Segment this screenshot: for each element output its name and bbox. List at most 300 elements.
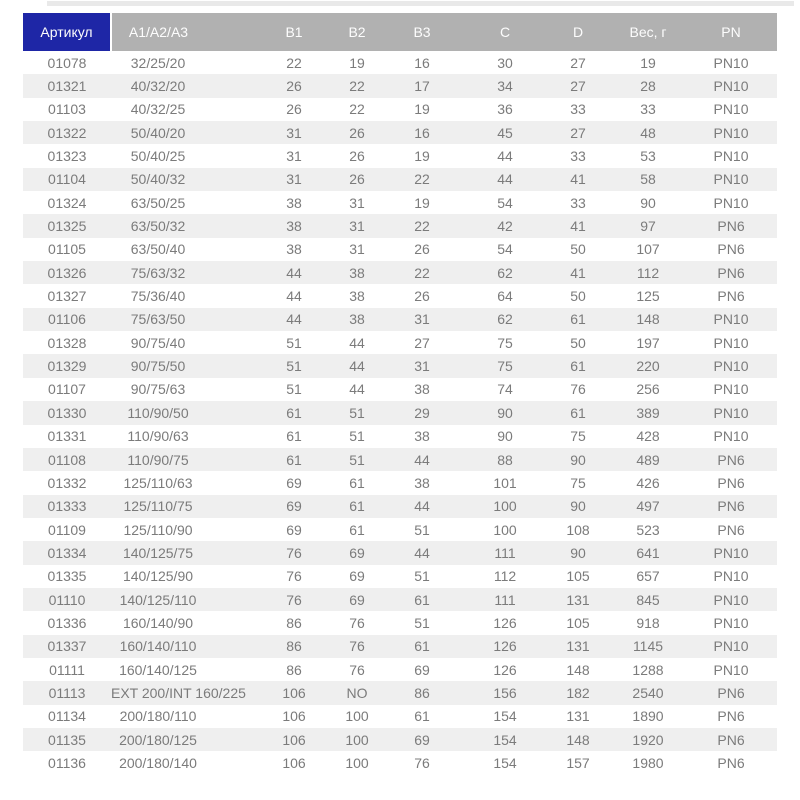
table-cell: 41 <box>545 214 611 237</box>
table-cell: 90 <box>640 194 656 211</box>
table-cell: 01111 <box>49 661 85 678</box>
table-cell: 125/110/90 <box>123 521 193 538</box>
table-row <box>23 751 777 774</box>
table-cell: 01107 <box>48 381 86 398</box>
table-cell: 31 <box>253 168 335 191</box>
table-cell: 148 <box>611 308 685 331</box>
table-cell: PN10 <box>685 541 777 564</box>
table-cell: 61 <box>545 354 611 377</box>
table-row <box>23 354 777 377</box>
table-cell: 44 <box>379 448 465 471</box>
table-cell: 01323 <box>47 148 87 165</box>
table-cell: 51 <box>414 568 430 585</box>
table-row <box>23 448 777 471</box>
table-cell: 38 <box>335 308 379 331</box>
table-cell: PN10 <box>685 354 777 377</box>
table-cell: 90/75/63 <box>130 381 186 398</box>
table-cell: 26 <box>349 148 365 165</box>
table-row <box>23 495 777 518</box>
table-cell: 38 <box>286 194 302 211</box>
table-cell: 107 <box>636 241 660 258</box>
table-cell: 26 <box>286 101 302 118</box>
table-cell: PN6 <box>717 288 745 305</box>
table-cell: PN10 <box>685 168 777 191</box>
table-cell: PN6 <box>717 754 745 771</box>
table-cell: 22 <box>335 74 379 97</box>
table-cell: 01322 <box>23 121 111 144</box>
table-cell: 62 <box>465 261 545 284</box>
table-cell: 38 <box>286 241 302 258</box>
table-cell: 01328 <box>47 334 87 351</box>
table-cell: 01324 <box>47 194 87 211</box>
table-cell: 108 <box>566 521 590 538</box>
table-cell: 90 <box>545 495 611 518</box>
table-cell: 01109 <box>48 521 86 538</box>
header-row <box>23 13 777 51</box>
table-cell: 01331 <box>47 428 87 445</box>
table-cell: 19 <box>349 54 365 71</box>
table-cell: 497 <box>611 495 685 518</box>
table-row <box>23 541 777 564</box>
table-cell: 31 <box>253 121 335 144</box>
table-row <box>23 588 777 611</box>
table-cell: 110/90/63 <box>127 428 189 445</box>
table-cell: 112 <box>611 261 685 284</box>
table-cell: 106 <box>282 754 306 771</box>
table-cell: 426 <box>636 474 660 491</box>
table-cell: PN10 <box>713 568 749 585</box>
table-cell: PN6 <box>685 448 777 471</box>
table-cell: 01136 <box>48 754 86 771</box>
table-cell: 110/90/50 <box>111 401 253 424</box>
table-cell: 31 <box>349 194 365 211</box>
table-row <box>23 728 777 751</box>
table-cell: 156 <box>465 681 545 704</box>
table-cell: 76 <box>349 614 365 631</box>
table-cell: 69 <box>414 661 430 678</box>
table-cell: 918 <box>636 614 660 631</box>
table-cell: 19 <box>640 54 656 71</box>
table-cell: 154 <box>493 708 517 725</box>
table-cell: 63/50/25 <box>130 194 186 211</box>
table-cell: 105 <box>566 614 590 631</box>
table-cell: 33 <box>570 194 586 211</box>
table-cell: 26 <box>414 288 430 305</box>
table-cell: 75 <box>570 474 586 491</box>
table-cell: 76 <box>349 661 365 678</box>
table-cell: 131 <box>545 588 611 611</box>
table-cell: 76 <box>286 568 302 585</box>
header-a1a2a3: A1/A2/A3 <box>111 13 253 51</box>
header-b3: B3 <box>379 13 465 51</box>
table-cell: 17 <box>379 74 465 97</box>
table-cell: 86 <box>253 635 335 658</box>
table-cell: 182 <box>545 681 611 704</box>
table-cell: 76 <box>253 588 335 611</box>
table-cell: 33 <box>640 101 656 118</box>
table-row <box>23 401 777 424</box>
table-cell: 220 <box>611 354 685 377</box>
table-cell: 69 <box>379 728 465 751</box>
table-cell: 69 <box>335 588 379 611</box>
header-weight: Вес, г <box>611 13 685 51</box>
table-cell: 125/110/63 <box>123 474 193 491</box>
table-cell: 44 <box>335 354 379 377</box>
table-cell: 16 <box>379 121 465 144</box>
table-cell: NO <box>335 681 379 704</box>
table-cell: 01325 <box>23 214 111 237</box>
table-cell: PN10 <box>713 101 749 118</box>
table-cell: PN10 <box>713 661 749 678</box>
table-cell: 22 <box>379 214 465 237</box>
header-pn: PN <box>685 13 777 51</box>
table-cell: 200/180/125 <box>111 728 253 751</box>
table-cell: 200/180/110 <box>119 708 197 725</box>
table-cell: 38 <box>414 428 430 445</box>
table-cell: 01135 <box>23 728 111 751</box>
table-cell: 38 <box>253 214 335 237</box>
table-cell: 36 <box>497 101 513 118</box>
table-cell: PN10 <box>685 635 777 658</box>
table-cell: 01078 <box>47 54 87 71</box>
table-cell: 88 <box>465 448 545 471</box>
table-cell: PN10 <box>685 308 777 331</box>
table-cell: 76 <box>570 381 586 398</box>
table-cell: 22 <box>379 168 465 191</box>
table-cell: 44 <box>286 288 302 305</box>
table-cell: 62 <box>465 308 545 331</box>
top-edge-line <box>47 1 794 6</box>
table-cell: 51 <box>286 381 302 398</box>
table-cell: PN6 <box>685 681 777 704</box>
table-cell: 61 <box>253 448 335 471</box>
table-cell: 86 <box>286 614 302 631</box>
table-cell: 256 <box>636 381 660 398</box>
table-cell: 27 <box>545 74 611 97</box>
table-cell: 90/75/50 <box>111 354 253 377</box>
header-d: D <box>545 13 611 51</box>
table-row <box>23 98 777 121</box>
table-cell: 389 <box>611 401 685 424</box>
table-cell: 126 <box>465 635 545 658</box>
table-cell: 42 <box>465 214 545 237</box>
table-cell: 69 <box>286 521 302 538</box>
table-cell: 50/40/25 <box>130 148 186 165</box>
table-cell: PN10 <box>685 588 777 611</box>
table-cell: 48 <box>611 121 685 144</box>
table-cell: 01337 <box>23 635 111 658</box>
table-cell: 51 <box>349 428 365 445</box>
header-article: Артикул <box>23 13 111 51</box>
table-cell: 100 <box>335 728 379 751</box>
table-cell: 54 <box>497 241 513 258</box>
table-cell: 54 <box>497 194 513 211</box>
table-cell: 01110 <box>23 588 111 611</box>
table-cell: 44 <box>349 381 365 398</box>
table-cell: PN6 <box>717 241 745 258</box>
table-cell: 32/25/20 <box>130 54 186 71</box>
table-cell: 40/32/25 <box>130 101 186 118</box>
table-cell: 197 <box>636 334 660 351</box>
table-row <box>23 425 777 448</box>
table-cell: 63/50/40 <box>130 241 186 258</box>
table-cell: 76 <box>253 541 335 564</box>
table-cell: 86 <box>286 661 302 678</box>
table-cell: 50 <box>570 334 586 351</box>
table-row <box>23 144 777 167</box>
table-cell: 44 <box>379 541 465 564</box>
table-row <box>23 658 777 681</box>
table-cell: 01333 <box>23 495 111 518</box>
table-cell: 154 <box>493 754 517 771</box>
table-cell: 75/36/40 <box>130 288 186 305</box>
table-cell: 69 <box>335 541 379 564</box>
table-cell: 1920 <box>611 728 685 751</box>
table-cell: 27 <box>414 334 430 351</box>
table-cell: 110/90/75 <box>111 448 253 471</box>
table-row <box>23 214 777 237</box>
table-cell: 2540 <box>611 681 685 704</box>
table-cell: 140/125/75 <box>111 541 253 564</box>
table-cell: 126 <box>493 661 517 678</box>
table-cell: 100 <box>493 521 517 538</box>
table-cell: 51 <box>286 334 302 351</box>
table-cell: 44 <box>253 308 335 331</box>
table-cell: 53 <box>640 148 656 165</box>
table-cell: 51 <box>414 614 430 631</box>
table-cell: 01106 <box>23 308 111 331</box>
table-cell: 01103 <box>48 101 86 118</box>
table-cell: 01326 <box>23 261 111 284</box>
table-cell: 75 <box>570 428 586 445</box>
table-cell: 90 <box>545 448 611 471</box>
table-cell: 100 <box>465 495 545 518</box>
table-cell: 51 <box>335 401 379 424</box>
table-cell: 22 <box>286 54 302 71</box>
table-row <box>23 518 777 541</box>
table-cell: 61 <box>414 708 430 725</box>
table-cell: 19 <box>414 101 430 118</box>
table-cell: PN10 <box>713 381 749 398</box>
table-cell: 131 <box>545 635 611 658</box>
table-cell: 01334 <box>23 541 111 564</box>
table-cell: 75/63/50 <box>111 308 253 331</box>
table-cell: 26 <box>414 241 430 258</box>
table-cell: 01336 <box>47 614 87 631</box>
header-b1: B1 <box>253 13 335 51</box>
table-cell: 74 <box>497 381 513 398</box>
table-cell: PN10 <box>713 428 749 445</box>
table-cell: 75 <box>497 334 513 351</box>
table-cell: 01330 <box>23 401 111 424</box>
table-cell: PN10 <box>713 334 749 351</box>
table-row <box>23 284 777 307</box>
table-cell: 01134 <box>48 708 86 725</box>
table-cell: 41 <box>545 261 611 284</box>
table-row <box>23 261 777 284</box>
table-row <box>23 331 777 354</box>
table-cell: 61 <box>349 521 365 538</box>
table-cell: 106 <box>253 681 335 704</box>
table-cell: 01104 <box>23 168 111 191</box>
table-cell: 657 <box>636 568 660 585</box>
table-cell: 76 <box>335 635 379 658</box>
table-cell: 38 <box>414 381 430 398</box>
table-row <box>23 635 777 658</box>
table-cell: 44 <box>253 261 335 284</box>
table-row <box>23 471 777 494</box>
table-cell: 31 <box>379 308 465 331</box>
table-cell: PN10 <box>685 401 777 424</box>
table-row <box>23 681 777 704</box>
table-cell: 01108 <box>23 448 111 471</box>
table-cell: 523 <box>636 521 660 538</box>
table-cell: 126 <box>493 614 517 631</box>
table-cell: 26 <box>335 121 379 144</box>
table-cell: 100 <box>345 754 369 771</box>
table-row <box>23 191 777 214</box>
table-cell: 26 <box>335 168 379 191</box>
table-cell: 51 <box>253 354 335 377</box>
table-row <box>23 74 777 97</box>
table-cell: 106 <box>253 728 335 751</box>
table-cell: 01327 <box>47 288 87 305</box>
table-cell: 26 <box>253 74 335 97</box>
table-cell: 90 <box>465 401 545 424</box>
table-cell: 1890 <box>632 708 664 725</box>
table-cell: PN6 <box>685 728 777 751</box>
table-row <box>23 121 777 144</box>
table-cell: 90 <box>497 428 513 445</box>
table-cell: 148 <box>545 728 611 751</box>
table-cell: 61 <box>286 428 302 445</box>
table-cell: PN10 <box>713 194 749 211</box>
table-cell: 131 <box>566 708 590 725</box>
table-cell: 90 <box>545 541 611 564</box>
table-cell: 140/125/110 <box>111 588 253 611</box>
table-cell: 61 <box>379 588 465 611</box>
table-cell: 01321 <box>23 74 111 97</box>
table-cell: 41 <box>545 168 611 191</box>
header-c: C <box>465 13 545 51</box>
table-cell: 61 <box>545 401 611 424</box>
table-cell: 160/140/90 <box>122 614 194 631</box>
spec-table <box>23 13 777 775</box>
table-row <box>23 238 777 261</box>
table-cell: 22 <box>349 101 365 118</box>
table-cell: 01105 <box>48 241 86 258</box>
table-cell: 28 <box>611 74 685 97</box>
table-cell: 31 <box>286 148 302 165</box>
table-cell: 01332 <box>47 474 87 491</box>
table-cell: 30 <box>497 54 513 71</box>
table-cell: 63/50/32 <box>111 214 253 237</box>
table-cell: 112 <box>493 568 517 585</box>
table-cell: 61 <box>253 401 335 424</box>
table-cell: 19 <box>414 148 430 165</box>
table-cell: 69 <box>253 495 335 518</box>
table-row <box>23 308 777 331</box>
table-cell: 845 <box>611 588 685 611</box>
table-cell: 33 <box>570 148 586 165</box>
table-cell: PN10 <box>685 74 777 97</box>
table-cell: 22 <box>379 261 465 284</box>
table-cell: 16 <box>414 54 430 71</box>
table-cell: 33 <box>570 101 586 118</box>
table-header <box>23 13 777 51</box>
table-row <box>23 168 777 191</box>
table-row <box>23 611 777 634</box>
table-cell: 29 <box>379 401 465 424</box>
table-cell: 27 <box>570 54 586 71</box>
table-cell: 69 <box>349 568 365 585</box>
table-cell: 160/140/125 <box>119 661 197 678</box>
table-cell: 200/180/140 <box>119 754 197 771</box>
table-body <box>23 51 777 775</box>
table-cell: 428 <box>636 428 660 445</box>
table-cell: 45 <box>465 121 545 144</box>
table-cell: 61 <box>335 495 379 518</box>
table-cell: 75 <box>465 354 545 377</box>
table-cell: PN6 <box>685 495 777 518</box>
table-cell: 44 <box>349 334 365 351</box>
table-cell: 1980 <box>632 754 664 771</box>
table-cell: 01329 <box>23 354 111 377</box>
table-cell: 111 <box>465 588 545 611</box>
table-cell: 31 <box>335 214 379 237</box>
table-cell: 38 <box>414 474 430 491</box>
table-cell: 01113 <box>23 681 111 704</box>
table-cell: 01335 <box>47 568 87 585</box>
table-cell: 76 <box>414 754 430 771</box>
table-cell: 51 <box>414 521 430 538</box>
table-cell: 100 <box>345 708 369 725</box>
table-cell: PN10 <box>713 148 749 165</box>
table-row <box>23 378 777 401</box>
table-cell: 125/110/75 <box>111 495 253 518</box>
table-cell: PN6 <box>685 261 777 284</box>
table-cell: 64 <box>497 288 513 305</box>
table-cell: 44 <box>379 495 465 518</box>
table-cell: 50 <box>570 241 586 258</box>
table-cell: PN6 <box>717 708 745 725</box>
table-row <box>23 565 777 588</box>
table-cell: 111 <box>465 541 545 564</box>
header-b2: B2 <box>335 13 379 51</box>
table-cell: 34 <box>465 74 545 97</box>
table-cell: PN6 <box>717 521 745 538</box>
table-cell: 50/40/32 <box>111 168 253 191</box>
table-cell: 51 <box>335 448 379 471</box>
table-cell: 50 <box>570 288 586 305</box>
table-cell: 69 <box>286 474 302 491</box>
table-cell: 1145 <box>611 635 685 658</box>
table-cell: PN10 <box>713 614 749 631</box>
table-cell: 44 <box>497 148 513 165</box>
table-cell: 50/40/20 <box>111 121 253 144</box>
table-cell: 61 <box>379 635 465 658</box>
table-cell: 641 <box>611 541 685 564</box>
table-cell: 27 <box>545 121 611 144</box>
table-cell: 38 <box>335 261 379 284</box>
table-cell: 148 <box>566 661 590 678</box>
table-cell: PN10 <box>685 121 777 144</box>
table-cell: 61 <box>545 308 611 331</box>
table-cell: 19 <box>414 194 430 211</box>
table-cell: 160/140/110 <box>111 635 253 658</box>
table-cell: 125 <box>636 288 660 305</box>
table-cell: PN10 <box>713 54 749 71</box>
